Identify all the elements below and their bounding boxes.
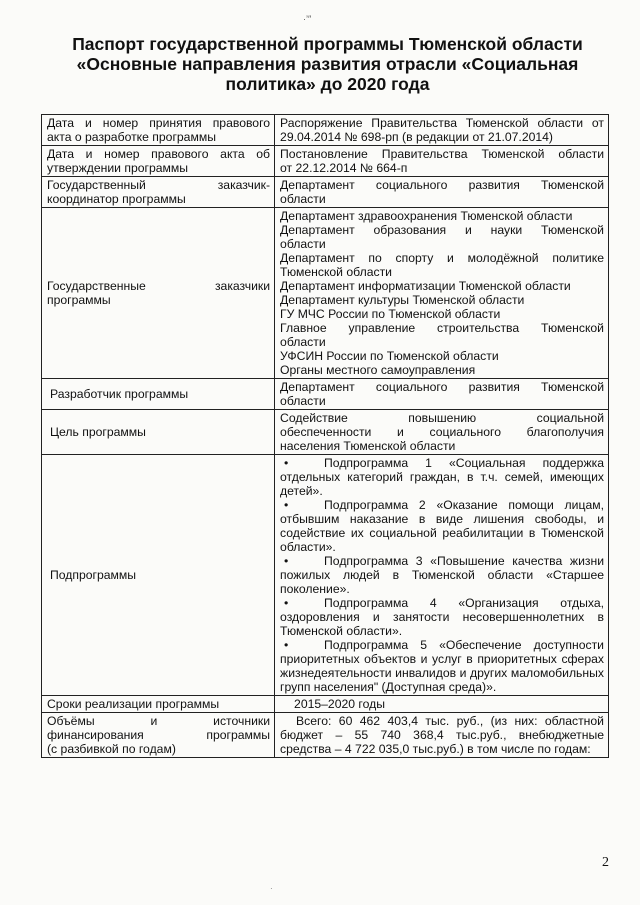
label-subprograms: Подпрограммы [42,455,275,696]
customer-item: Департамент образования и науки Тюменской [280,223,604,237]
title-line-3: политика» до 2020 года [225,74,430,94]
customer-item: УФСИН России по Тюменской области [280,349,499,363]
value-financing: Всего: 60 462 403,4 тыс. руб., (из них: областной бюджет – 55 740 368,4 тыс.руб., внебюджетные средства – 4 722 035,0 тыс.руб.) в том числе по годам: [275,713,609,758]
bullet-icon: • [284,638,289,652]
bullet-icon: • [284,498,289,512]
value-date-dev: Распоряжение Правительства Тюменской области от 29.04.2014 № 698-рп (в редакции от 21.07.2014) [275,115,609,146]
list-item: • Подпрограмма 3 «Повышение качества жизни пожилых людей в Тюменской области «Старшее поколение». [280,554,604,596]
header-mark: ·’″ [303,14,312,24]
label-financing: Объёмы и источники финансирования программы (с разбивкой по годам) [42,713,275,758]
customer-item: Департамент здравоохранения Тюменской области [280,209,573,223]
customer-item: Департамент информатизации Тюменской области [280,279,571,293]
label-date-approve: Дата и номер правового акта об утверждении программы [42,146,275,177]
customer-item: ГУ МЧС России по Тюменской области [280,307,501,321]
customer-item: Органы местного самоуправления [280,363,476,377]
bullet-icon: • [284,456,289,470]
list-item: • Подпрограмма 1 «Социальная поддержка отдельных категорий граждан, в т.ч. семей, имеющих детей». [280,456,604,498]
row-subprograms [42,455,609,696]
customer-item: области [280,237,326,251]
customer-item: Главное управление строительства Тюменской [280,321,604,335]
value-subprograms [275,455,609,696]
customer-item: Департамент по спорту и молодёжной политике [280,251,604,265]
page-number: 2 [602,855,609,870]
list-item: • Подпрограмма 5 «Обеспечение доступности приоритетных объектов и услуг в приоритетных сферах жизнедеятельности инвалидов и других маломобильных групп населения" (Доступная среда)». [280,638,604,694]
value-terms: 2015–2020 годы [275,696,609,713]
row-goal [42,410,609,455]
label-developer: Разработчик программы [42,379,275,410]
scan-dot: · [270,884,273,893]
value-coordinator: Департамент социального развития Тюменской области [275,177,609,208]
row-financing [42,713,609,758]
label-goal: Цель программы [42,410,275,455]
label-customers: Государственные заказчики программы [42,208,275,379]
subprogram-list [280,456,604,694]
value-developer: Департамент социального развития Тюменской области [275,379,609,410]
document-title [40,34,615,94]
row-coordinator [42,177,609,208]
title-line-2: «Основные направления развития отрасли «Социальная [76,54,579,74]
label-date-dev: Дата и номер принятия правового акта о разработке программы [42,115,275,146]
bullet-icon: • [284,596,289,610]
label-coordinator: Государственный заказчик- координатор программы [42,177,275,208]
passport-table [41,114,609,758]
customer-item: Департамент культуры Тюменской области [280,293,525,307]
row-terms [42,696,609,713]
list-item: • Подпрограмма 4 «Организация отдыха, оздоровления и занятости несовершеннолетних в Тюменской области». [280,596,604,638]
value-customers [275,208,609,379]
row-customers [42,208,609,379]
row-date-approve [42,146,609,177]
title-line-1: Паспорт государственной программы Тюменской области [72,34,583,54]
customer-item: Тюменской области [280,265,392,279]
customer-item: области [280,335,326,349]
value-date-approve: Постановление Правительства Тюменской области от 22.12.2014 № 664-п [275,146,609,177]
row-date-dev [42,115,609,146]
label-terms: Сроки реализации программы [42,696,275,713]
bullet-icon: • [284,554,289,568]
list-item: • Подпрограмма 2 «Оказание помощи лицам, отбывшим наказание в виде лишения свободы, и содействие их социальной реабилитации в Тюменской области». [280,498,604,554]
value-goal: Содействие повышению социальной обеспеченности и социального благополучия населения Тюменской области [275,410,609,455]
row-developer [42,379,609,410]
